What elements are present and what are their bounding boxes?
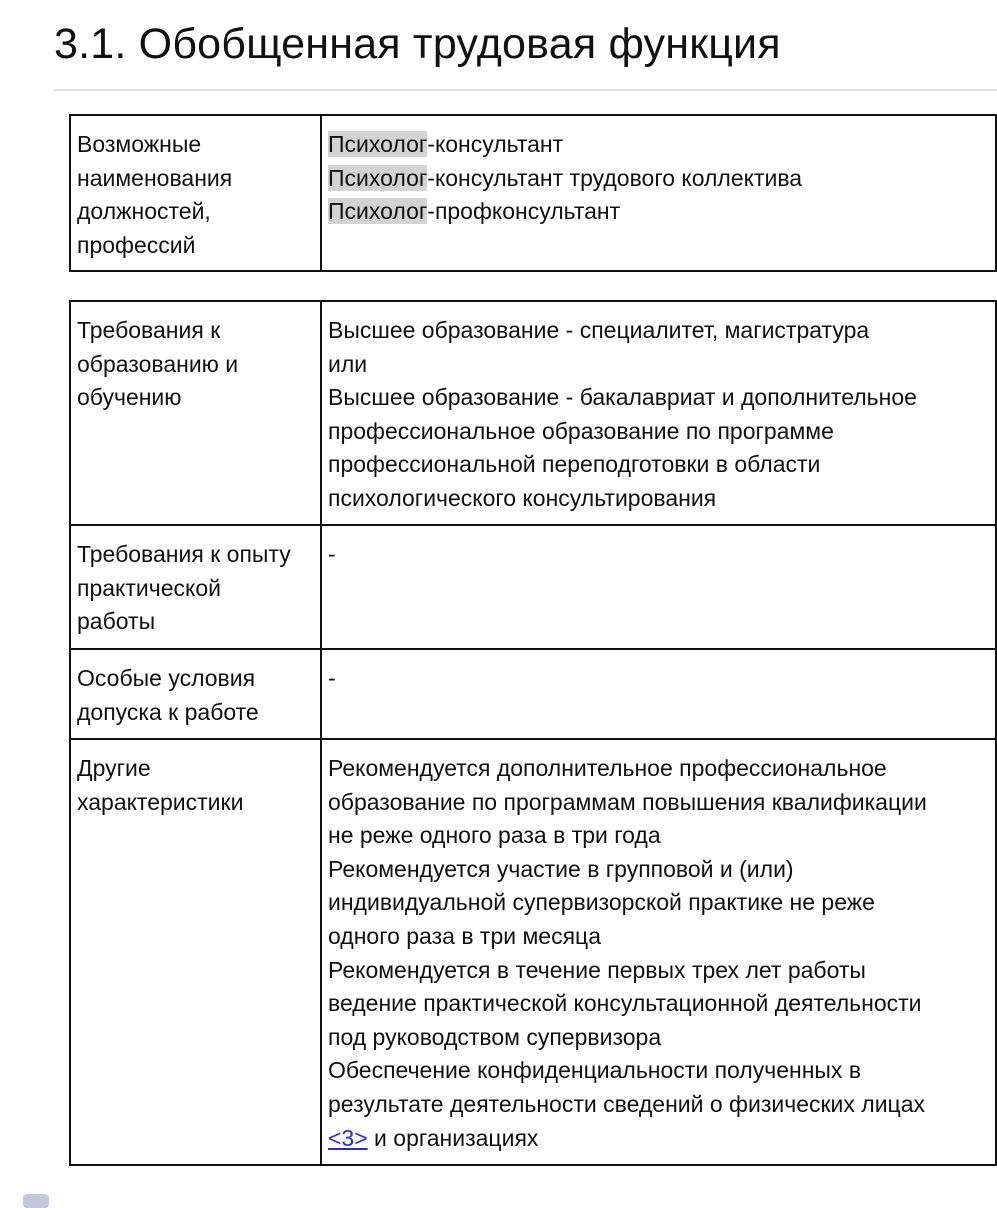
other-text-line: под руководством супервизора — [328, 1023, 662, 1050]
other-text-line: одного раза в три месяца — [328, 922, 602, 949]
experience-value: - — [328, 541, 336, 567]
corner-badge — [23, 1194, 49, 1208]
positions-table — [69, 114, 997, 272]
conditions-label-line: допуска к работе — [77, 698, 259, 725]
experience-label-line: Требования к опыту — [77, 541, 291, 567]
position-item — [328, 128, 989, 162]
education-text-line: Высшее образование - специалитет, магистратура — [328, 317, 870, 343]
other-text-tail: и организациях — [367, 1124, 539, 1151]
other-text-line: результате деятельности сведений о физических лицах — [328, 1090, 926, 1117]
positions-value-cell — [321, 115, 996, 271]
requirements-table — [69, 300, 997, 1166]
other-label-line: Другие — [77, 755, 151, 781]
conditions-value: - — [328, 665, 336, 691]
other-text-line: не реже одного раза в три года — [328, 822, 661, 849]
education-label-line: образованию и — [77, 350, 239, 377]
experience-label-line: работы — [77, 608, 156, 635]
other-text-line: ведение практической консультационной деятельности — [328, 990, 922, 1017]
education-text-line: психологического консультирования — [328, 484, 717, 511]
other-text-line: индивидуальной супервизорской практике не реже — [328, 889, 875, 916]
position-item — [328, 162, 989, 196]
footnote-link[interactable]: <3> — [328, 1124, 368, 1151]
other-text-line: Рекомендуется участие в групповой и (или) — [328, 855, 794, 882]
conditions-label-cell — [70, 649, 321, 739]
education-label-line: обучению — [77, 384, 182, 411]
search-highlight: Психолог — [328, 198, 428, 225]
other-text-line: Рекомендуется в течение первых трех лет работы — [328, 956, 866, 983]
education-label-cell — [70, 301, 321, 525]
education-row — [70, 301, 996, 525]
conditions-value-cell — [321, 649, 996, 739]
other-text-line: Обеспечение конфиденциальности полученных в — [328, 1057, 862, 1084]
experience-label-line: практической — [77, 574, 221, 601]
position-item-text: -профконсультант — [427, 198, 621, 225]
experience-row — [70, 525, 996, 649]
positions-label-line: Возможные — [77, 131, 202, 157]
conditions-label-line: Особые условия — [77, 665, 256, 691]
other-text-line: Рекомендуется дополнительное профессиональное — [328, 755, 887, 781]
experience-label-cell — [70, 525, 321, 649]
other-text-line: образование по программам повышения квалификации — [328, 788, 927, 815]
page-title: 3.1. Обобщенная трудовая функция — [54, 20, 781, 68]
education-text-line: или — [328, 350, 368, 377]
education-text-line: профессиональное образование по программе — [328, 417, 834, 444]
experience-value-cell — [321, 525, 996, 649]
other-text-line — [328, 1122, 989, 1156]
education-text-line: Высшее образование - бакалавриат и дополнительное — [328, 384, 917, 411]
other-row — [70, 739, 996, 1165]
conditions-row — [70, 649, 996, 739]
position-item-text: -консультант — [427, 131, 564, 157]
positions-label-line: наименования — [77, 164, 233, 191]
position-item-text: -консультант трудового коллектива — [427, 164, 803, 191]
positions-row — [70, 115, 996, 271]
education-label-line: Требования к — [77, 317, 221, 343]
position-item — [328, 195, 989, 229]
positions-label-cell — [70, 115, 321, 271]
search-highlight: Психолог — [328, 131, 428, 157]
other-label-line: характеристики — [77, 788, 244, 815]
positions-label-line: должностей, — [77, 198, 211, 225]
education-value-cell — [321, 301, 996, 525]
other-label-cell — [70, 739, 321, 1165]
positions-label-line: профессий — [77, 231, 196, 258]
search-highlight: Психолог — [328, 164, 428, 191]
education-text-line: профессиональной переподготовки в области — [328, 451, 821, 478]
title-divider — [54, 89, 997, 91]
other-value-cell — [321, 739, 996, 1165]
